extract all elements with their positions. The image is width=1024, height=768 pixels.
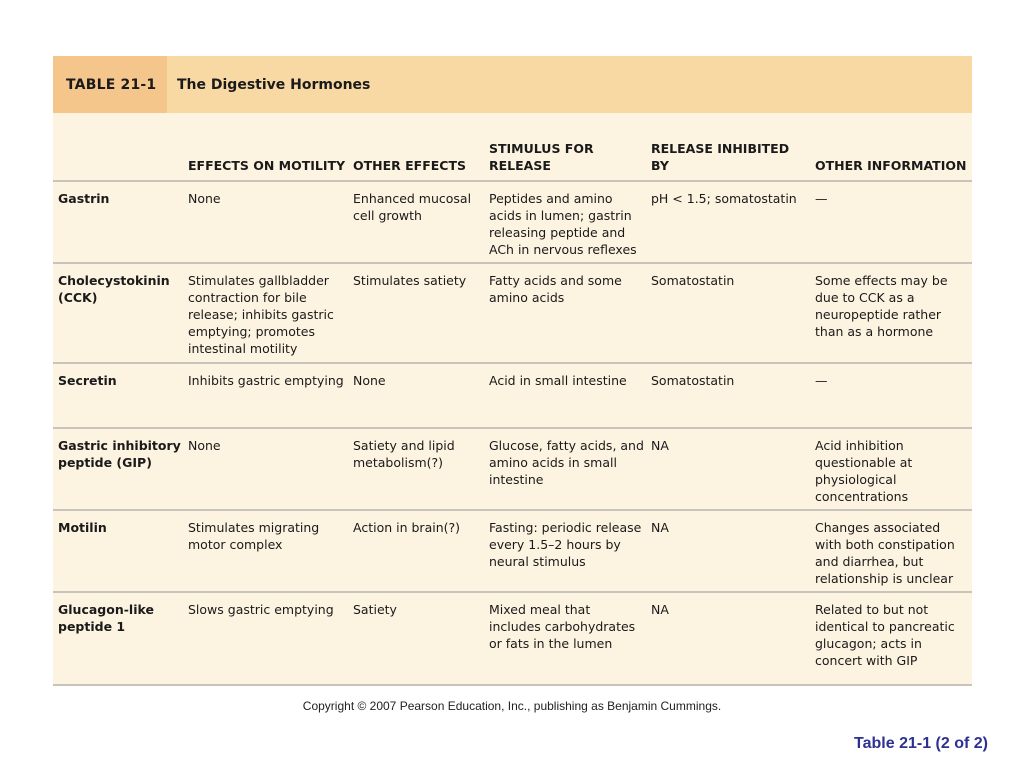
table-title-bar bbox=[53, 56, 972, 113]
stimulus-cell: Fatty acids and some amino acids bbox=[484, 263, 646, 363]
hormone-name: Motilin bbox=[53, 510, 183, 592]
inhibited-by-cell: pH < 1.5; somatostatin bbox=[646, 181, 810, 263]
column-header-inhibited-by: RELEASE INHIBITED BY bbox=[646, 113, 810, 181]
inhibited-by-cell: NA bbox=[651, 602, 669, 617]
inhibited-by-cell: Somatostatin bbox=[646, 363, 810, 428]
table-header-row bbox=[53, 113, 972, 181]
hormone-name: Glucagon-like peptide 1 bbox=[58, 602, 154, 634]
other-effects-cell: None bbox=[348, 363, 484, 428]
column-header-other-effects: OTHER EFFECTS bbox=[348, 113, 484, 181]
column-header-stimulus: STIMULUS FOR RELEASE bbox=[484, 113, 646, 181]
stimulus-cell: Fasting: periodic release every 1.5–2 hours by neural stimulus bbox=[484, 510, 646, 592]
other-info-cell: Related to but not identical to pancreatic glucagon; acts in concert with GIP bbox=[815, 602, 955, 668]
table-number-label: TABLE 21-1 bbox=[53, 56, 167, 113]
other-info-cell: Some effects may be due to CCK as a neuropeptide rather than as a hormone bbox=[810, 263, 972, 363]
other-effects-cell: Enhanced mucosal cell growth bbox=[348, 181, 484, 263]
other-effects-cell: Stimulates satiety bbox=[348, 263, 484, 363]
inhibited-by-cell: Somatostatin bbox=[646, 263, 810, 363]
stimulus-cell: Mixed meal that includes carbohydrates or fats in the lumen bbox=[489, 602, 636, 651]
hormone-name: Gastric inhibitory peptide (GIP) bbox=[53, 428, 183, 510]
table-row bbox=[53, 181, 972, 263]
stimulus-cell: Glucose, fatty acids, and amino acids in small intestine bbox=[484, 428, 646, 510]
slide-label: Table 21-1 (2 of 2) bbox=[854, 735, 988, 752]
motility-cell: Slows gastric emptying bbox=[188, 602, 334, 617]
hormone-table-panel bbox=[53, 56, 972, 686]
inhibited-by-cell: NA bbox=[646, 510, 810, 592]
table-row bbox=[53, 510, 972, 592]
other-info-cell: — bbox=[810, 181, 972, 263]
table-row bbox=[53, 428, 972, 510]
table-row bbox=[53, 363, 972, 428]
other-info-cell: — bbox=[810, 363, 972, 428]
hormone-name: Secretin bbox=[53, 363, 183, 428]
motility-cell: None bbox=[183, 428, 348, 510]
other-effects-cell: Action in brain(?) bbox=[348, 510, 484, 592]
hormones-table bbox=[53, 113, 972, 680]
table-title: The Digestive Hormones bbox=[177, 76, 371, 93]
motility-cell: None bbox=[183, 181, 348, 263]
other-info-cell: Changes associated with both constipation and diarrhea, but relationship is unclear bbox=[810, 510, 972, 592]
table-row bbox=[53, 263, 972, 363]
copyright-notice: Copyright © 2007 Pearson Education, Inc., publishing as Benjamin Cummings. bbox=[302, 699, 722, 713]
motility-cell: Inhibits gastric emptying bbox=[183, 363, 348, 428]
hormone-name: Gastrin bbox=[53, 181, 183, 263]
motility-cell: Stimulates migrating motor complex bbox=[183, 510, 348, 592]
other-effects-cell: Satiety and lipid metabolism(?) bbox=[348, 428, 484, 510]
stimulus-cell: Acid in small intestine bbox=[484, 363, 646, 428]
column-header-motility: EFFECTS ON MOTILITY bbox=[183, 113, 348, 181]
column-header-hormone bbox=[53, 113, 183, 181]
table-row bbox=[53, 592, 972, 680]
stimulus-cell: Peptides and amino acids in lumen; gastrin releasing peptide and ACh in nervous reflexes bbox=[484, 181, 646, 263]
column-header-other-information: OTHER INFORMATION bbox=[810, 113, 972, 181]
hormone-name: Cholecystokinin (CCK) bbox=[53, 263, 183, 363]
motility-cell: Stimulates gallbladder contraction for bile release; inhibits gastric emptying; promotes intestinal motility bbox=[183, 263, 348, 363]
inhibited-by-cell: NA bbox=[646, 428, 810, 510]
other-info-cell: Acid inhibition questionable at physiological concentrations bbox=[810, 428, 972, 510]
other-effects-cell: Satiety bbox=[353, 602, 397, 617]
